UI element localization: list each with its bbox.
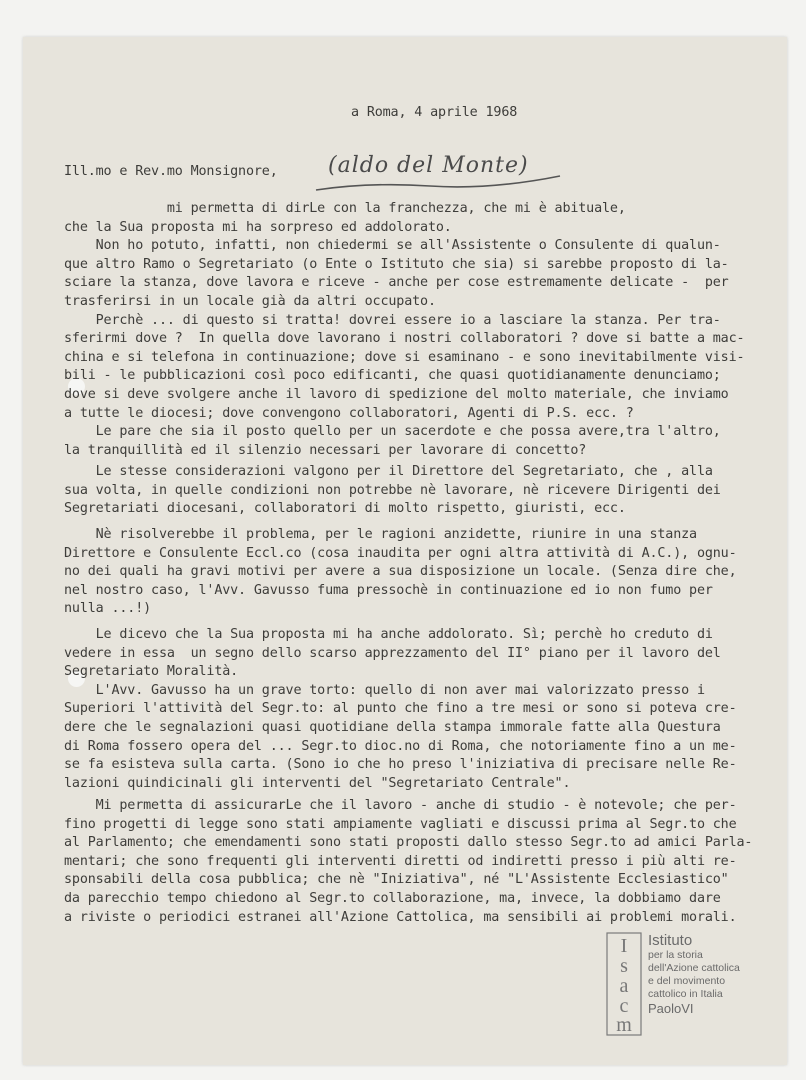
text-line: Le pare che sia il posto quello per un sacerdote e che possa avere,tra l'altro,: [64, 424, 721, 440]
text-line: que altro Ramo o Segretariato (o Ente o Istituto che sia) si sarebbe proposto di la-: [64, 256, 729, 272]
text-line: china e si telefona in continuazione; dove si esaminano - e sono inevitabilmente visi-: [64, 349, 745, 365]
text-line: sciare la stanza, dove lavora e riceve - anche per cose estremamente delicate - per: [64, 275, 729, 291]
text-line: a tutte le diocesi; dove convengono collaboratori, Agenti di P.S. ecc. ?: [64, 405, 634, 421]
salutation: Ill.mo e Rev.mo Monsignore,: [64, 164, 278, 179]
logo-letter: m: [616, 1014, 632, 1036]
logo-line: e del movimento: [648, 975, 726, 987]
text-line: Le dicevo che la Sua proposta mi ha anche addolorato. Sì; perchè ho creduto di: [64, 627, 713, 642]
text-line: da parecchio tempo chiedono al Segr.to collaborazione, ma, invece, la dobbiamo dare: [64, 890, 721, 906]
logo-mark-icon: [606, 932, 642, 1036]
text-line: fino progetti di legge sono stati ampiamente vagliati e discussi prima al Segr.to che: [64, 816, 737, 832]
logo-letter: I: [620, 935, 628, 957]
text-line: di Roma fossero opera del ... Segr.to dioc.no di Roma, che notoriamente fino a un me-: [64, 738, 737, 754]
text-line: al Parlamento; che emendamenti sono stati proposti dallo stesso Segr.to ad amici Parla-: [64, 835, 753, 851]
text-line: Superiori l'attività del Segr.to: al punto che fino a tre mesi or sono si poteva cre-: [64, 701, 737, 717]
text-line: Mi permetta di assicurarLe che il lavoro - anche di studio - è notevole; che per-: [64, 798, 737, 813]
text-line: Direttore e Consulente Eccl.co (cosa inaudita per ogni altra attività di A.C.), ognu-: [64, 545, 737, 561]
text-line: trasferirsi in un locale già da altri occupato.: [64, 293, 436, 309]
paragraph-1: [64, 200, 744, 460]
text-line: Le stesse considerazioni valgono per il Direttore del Segretariato, che , alla: [64, 464, 713, 479]
text-line: no dei quali ha gravi motivi per avere a sua disposizione un locale. (Senza dire che,: [64, 564, 737, 580]
text-line: sferirmi dove ? In quella dove lavorano i nostri collaboratori ? dove si batte a mac-: [64, 331, 745, 347]
handwritten-name: (aldo del Monte): [328, 153, 529, 178]
paragraph-5: [64, 797, 752, 927]
text-line: la tranquillità ed il silenzio necessari per lavorare di concetto?: [64, 442, 587, 458]
text-line: Non ho potuto, infatti, non chiedermi se all'Assistente o Consulente di qualun-: [64, 238, 721, 254]
logo-line: PaoloVI: [648, 1001, 694, 1016]
text-line: sua volta, in quelle condizioni non potrebbe nè lavorare, nè ricevere Dirigenti dei: [64, 482, 721, 498]
text-line: Nè risolverebbe il problema, per le ragioni anzidette, riunire in una stanza: [64, 527, 697, 542]
logo-letter: a: [619, 975, 629, 997]
text-line: sponsabili della cosa pubblica; che nè "Iniziativa", né "L'Assistente Ecclesiastico": [64, 872, 729, 888]
archive-logo: [604, 930, 764, 1040]
text-line: Perchè ... di questo si tratta! dovrei essere io a lasciare la stanza. Per tra-: [64, 312, 721, 328]
text-line: bili - le pubblicazioni così poco edificanti, che quasi quotidianamente denunciamo;: [64, 368, 721, 384]
text-line: nulla ...!): [64, 601, 152, 617]
text-line: se fa esisteva sulla carta. (Sono io che ho preso l'iniziativa di precisare nelle Re-: [64, 757, 737, 773]
text-line: dove si deve svolgere anche il lavoro di spedizione del molto materiale, che inviamo: [64, 386, 729, 402]
text-line: mentari; che sono frequenti gli interventi diretti od indiretti presso i più alti re-: [64, 853, 737, 869]
text-line: che la Sua proposta mi ha sorpreso ed addolorato.: [64, 219, 452, 235]
text-line: Segretariato Moralità.: [64, 664, 239, 680]
logo-letter: c: [619, 995, 629, 1017]
logo-text: [648, 932, 740, 1017]
paragraph-2: [64, 463, 721, 519]
logo-line: dell'Azione cattolica: [648, 962, 740, 974]
text-line: mi permetta di dirLe con la franchezza, che mi è abituale,: [64, 201, 626, 216]
logo-line: per la storia: [648, 949, 703, 961]
text-line: L'Avv. Gavusso ha un grave torto: quello di non aver mai valorizzato presso i: [64, 682, 705, 698]
text-line: Segretariati diocesani, collaboratori di molto rispetto, giuristi, ecc.: [64, 501, 626, 517]
text-line: a riviste o periodici estranei all'Azione Cattolica, ma sensibili ai problemi morali.: [64, 909, 737, 925]
text-line: vedere in essa un segno dello scarso apprezzamento del II° piano per il lavoro del: [64, 645, 721, 661]
text-line: lazioni quindicinali gli interventi del "Segretariato Centrale".: [64, 775, 571, 791]
paragraph-4: [64, 626, 737, 793]
text-line: dere che le segnalazioni quasi quotidiane della stampa immorale fatte alla Questura: [64, 719, 721, 735]
logo-letter: s: [620, 955, 628, 977]
text-line: nel nostro caso, l'Avv. Gavusso fuma pressochè in continuazione ed io non fumo per: [64, 582, 713, 598]
place-date: a Roma, 4 aprile 1968: [351, 105, 518, 120]
handwritten-note: [310, 146, 572, 192]
paragraph-3: [64, 526, 737, 619]
logo-line: Istituto: [648, 932, 693, 949]
logo-line: cattolico in Italia: [648, 988, 723, 1000]
